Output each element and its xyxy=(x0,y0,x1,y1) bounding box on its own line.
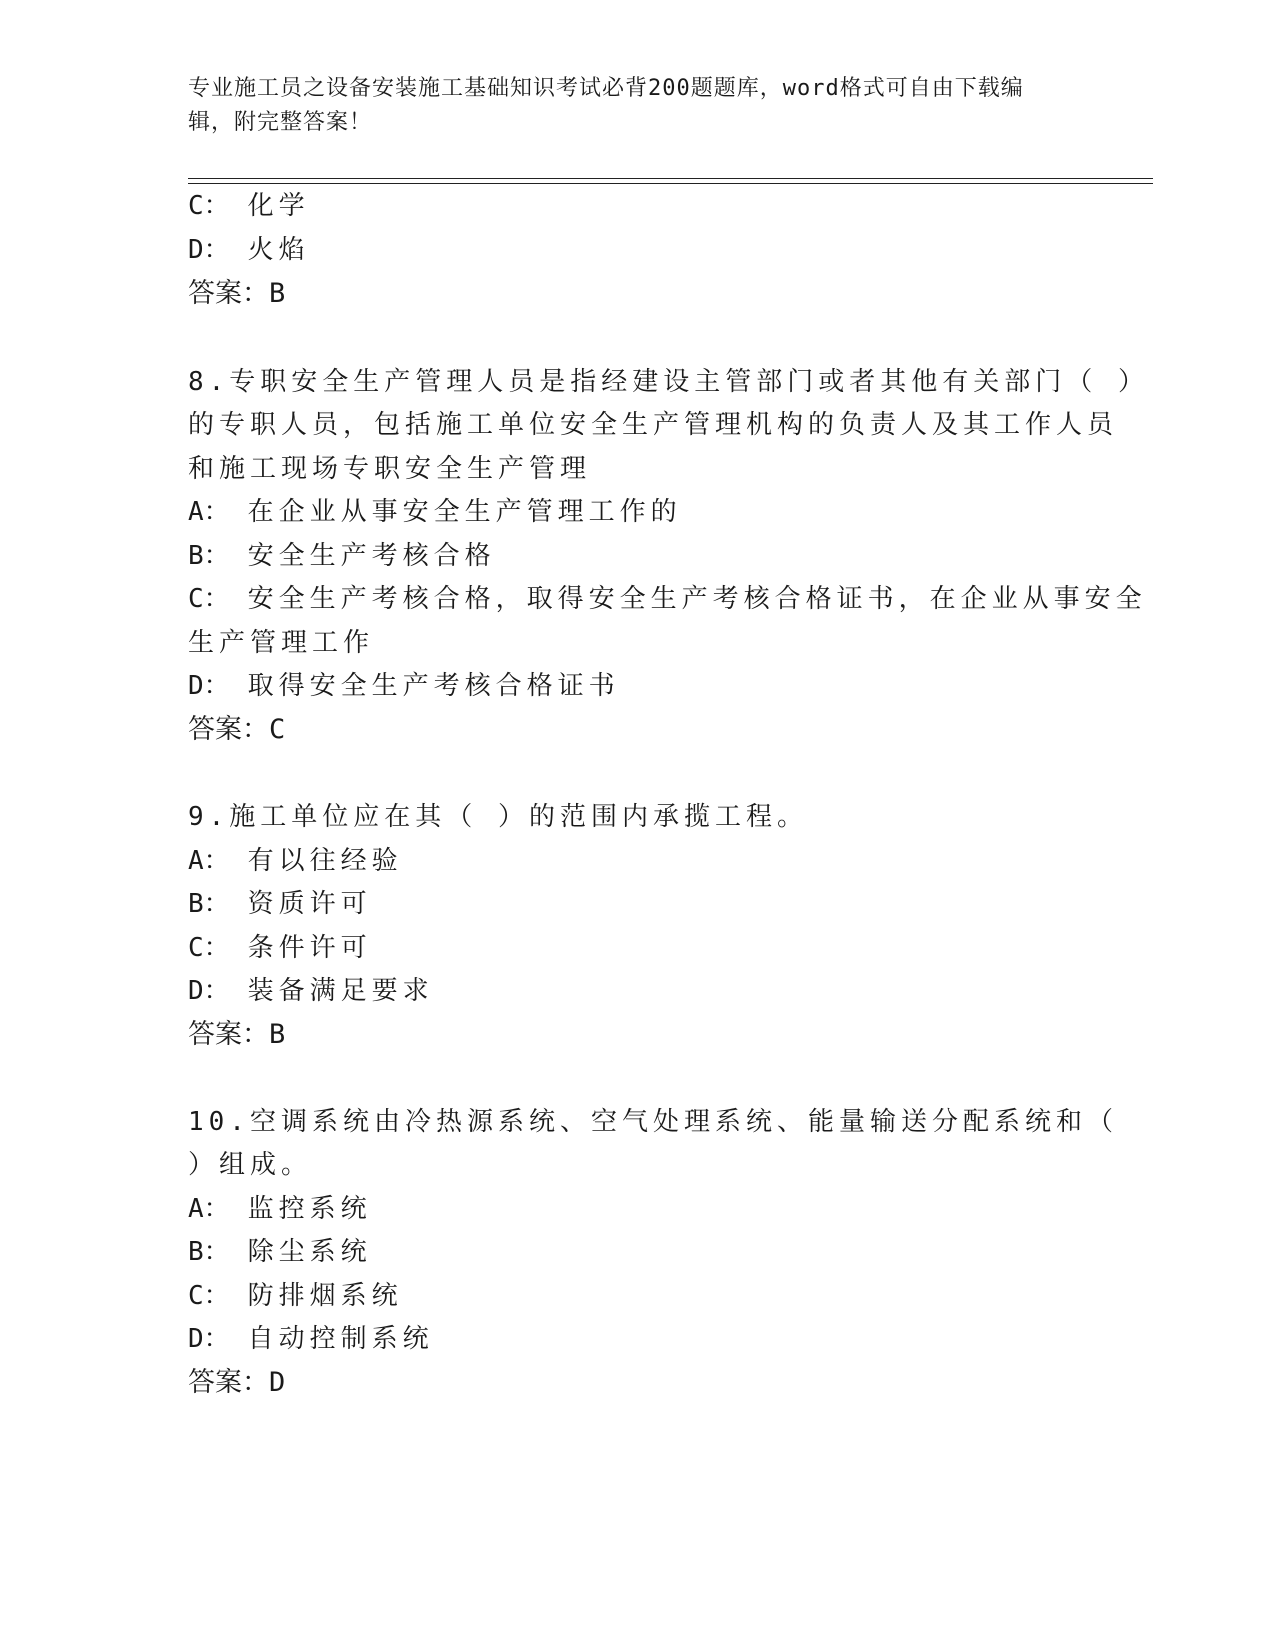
option-letter: A： xyxy=(188,1194,230,1224)
option-text: 在企业从事安全生产管理工作的 xyxy=(247,497,682,527)
question-9-stem: 9.施工单位应在其（ ）的范围内承揽工程。 xyxy=(188,802,808,832)
answer-line: 答案：C xyxy=(188,714,286,745)
option-letter: D： xyxy=(188,671,230,701)
answer-line: 答案：B xyxy=(188,278,286,309)
option-text: 取得安全生产考核合格证书 xyxy=(247,671,620,701)
option-b xyxy=(188,886,372,922)
option-d xyxy=(188,668,620,704)
option-text: 防排烟系统 xyxy=(247,1281,403,1311)
option-text: 条件许可 xyxy=(247,933,372,963)
option-letter: D： xyxy=(188,1324,230,1354)
question-8-stem-line-3: 和施工现场专职安全生产管理 xyxy=(188,454,592,484)
option-text: 资质许可 xyxy=(247,889,372,919)
option-text: 安全生产考核合格 xyxy=(247,541,496,571)
header-rule-bottom xyxy=(188,183,1153,184)
option-text: 火焰 xyxy=(247,235,310,265)
option-text: 有以往经验 xyxy=(247,846,403,876)
question-8-stem-line-2: 的专职人员，包括施工单位安全生产管理机构的负责人及其工作人员 xyxy=(188,410,1119,440)
option-b xyxy=(188,538,496,574)
option-text: 化学 xyxy=(247,191,310,221)
option-letter: C： xyxy=(188,191,230,221)
option-letter: B： xyxy=(188,1237,230,1267)
option-d xyxy=(188,973,434,1009)
question-8-stem-line-1: 8.专职安全生产管理人员是指经建设主管部门或者其他有关部门（ ） xyxy=(188,367,1149,397)
option-c-continuation: 生产管理工作 xyxy=(188,628,375,658)
option-letter: C： xyxy=(188,933,230,963)
option-letter: A： xyxy=(188,846,230,876)
document-header: 专业施工员之设备安装施工基础知识考试必背200题题库，word格式可自由下载编辑，附完整答案！ xyxy=(188,76,1024,135)
option-c xyxy=(188,188,310,224)
option-letter: A： xyxy=(188,497,230,527)
option-a xyxy=(188,1191,372,1227)
answer-line: 答案：B xyxy=(188,1019,286,1050)
option-letter: D： xyxy=(188,976,230,1006)
option-letter: B： xyxy=(188,889,230,919)
option-c xyxy=(188,581,1147,617)
option-text: 除尘系统 xyxy=(247,1237,372,1267)
option-letter: C： xyxy=(188,584,230,614)
option-text: 监控系统 xyxy=(247,1194,372,1224)
option-letter: B： xyxy=(188,541,230,571)
option-a xyxy=(188,494,682,530)
option-letter: D： xyxy=(188,235,230,265)
header-rule-top xyxy=(188,178,1153,179)
option-b xyxy=(188,1234,372,1270)
option-a xyxy=(188,843,403,879)
option-c xyxy=(188,1278,403,1314)
option-text: 安全生产考核合格，取得安全生产考核合格证书，在企业从事安全 xyxy=(247,584,1147,614)
question-10-stem-line-1: 10.空调系统由冷热源系统、空气处理系统、能量输送分配系统和（ xyxy=(188,1107,1118,1137)
option-letter: C： xyxy=(188,1281,230,1311)
option-c xyxy=(188,930,372,966)
option-d xyxy=(188,232,310,268)
option-d xyxy=(188,1321,434,1357)
option-text: 装备满足要求 xyxy=(247,976,434,1006)
question-10-stem-line-2: ）组成。 xyxy=(188,1150,313,1180)
option-text: 自动控制系统 xyxy=(247,1324,434,1354)
answer-line: 答案：D xyxy=(188,1367,286,1398)
